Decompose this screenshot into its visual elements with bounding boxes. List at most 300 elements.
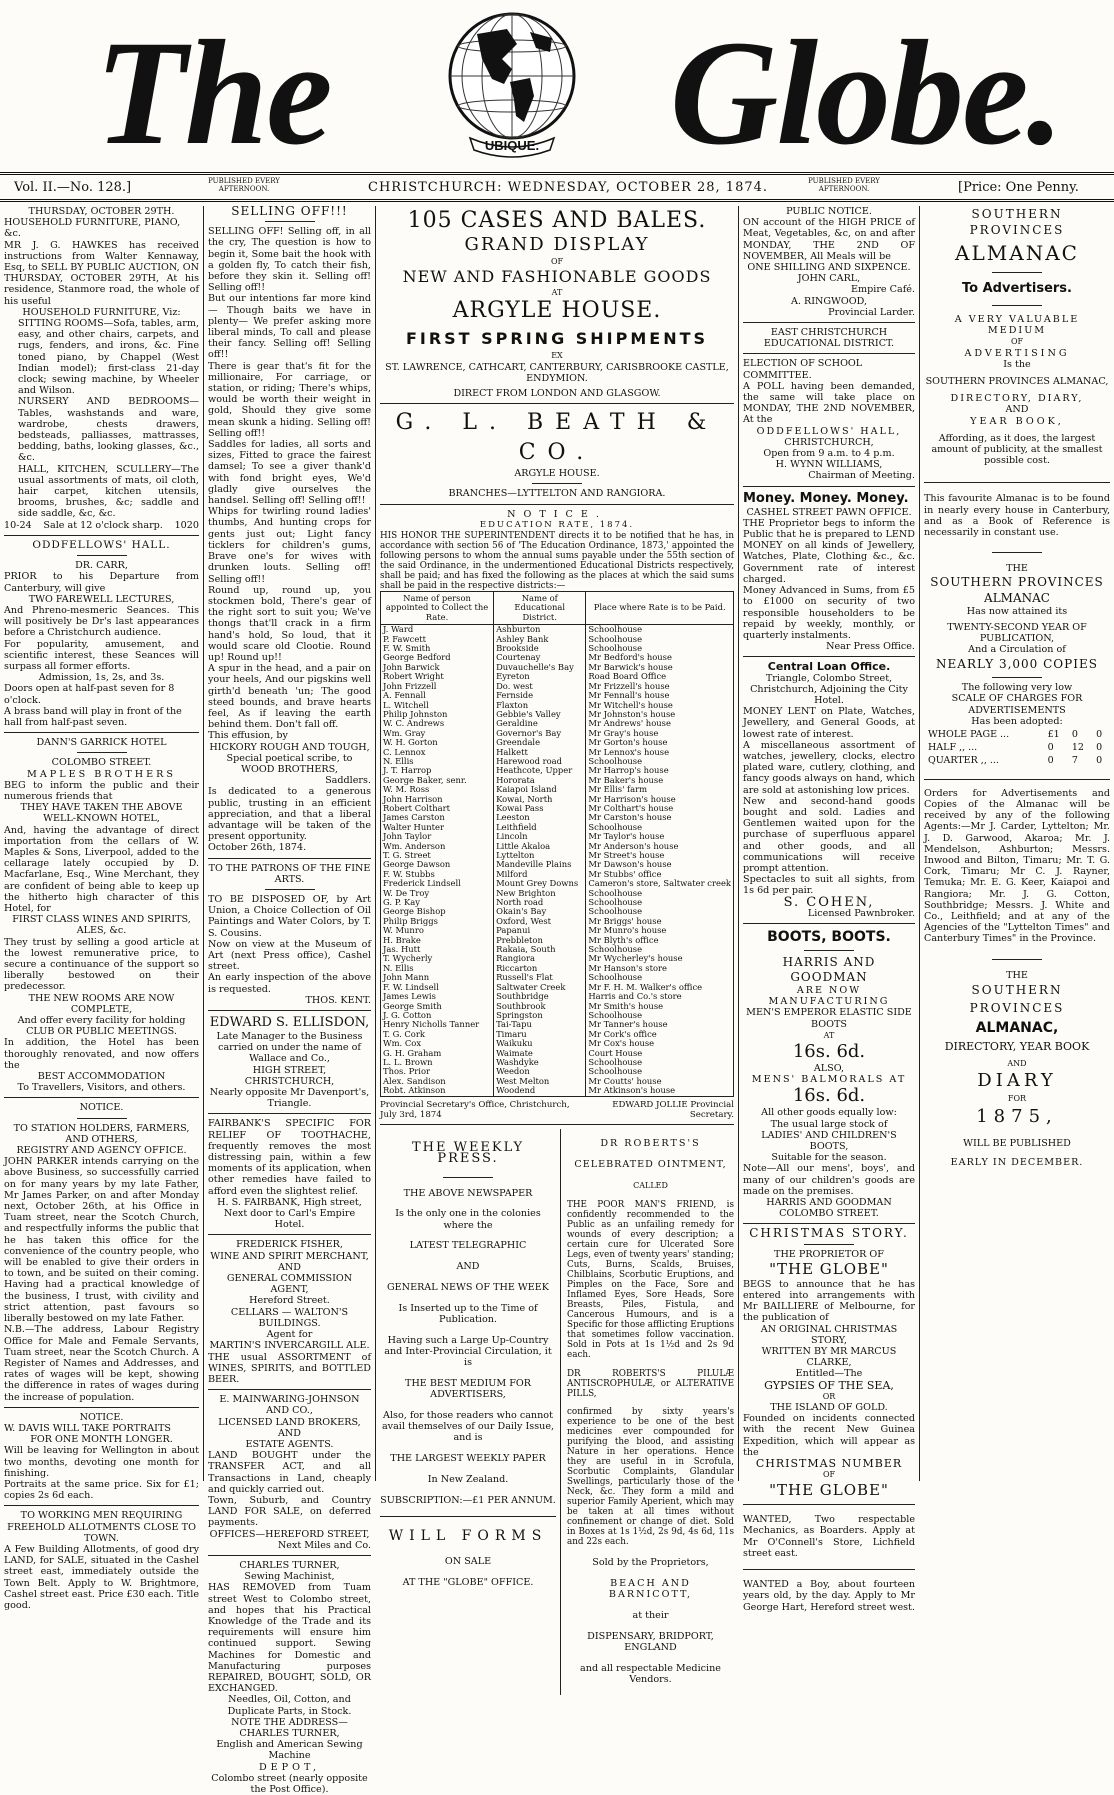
christmas-of: OF [822, 1470, 836, 1480]
table-cell: Mount Grey Downs [494, 879, 586, 888]
table-cell: Mr Witchell's house [586, 701, 734, 710]
table-cell: Mr Cox's house [586, 1039, 734, 1048]
almanac-early: EARLY IN DECEMBER. [950, 1157, 1084, 1169]
turner-depot2: DEPOT, [258, 1761, 321, 1773]
loan-body: MONEY LENT on Plate, Watches, Jewellery, and General Goods, at lowest rate of interest. [743, 706, 915, 740]
table-cell: Mr Fennall's house [586, 691, 734, 700]
beath-addr: ARGYLE HOUSE. [514, 468, 600, 480]
globe-emblem [432, 4, 592, 164]
table-cell: Harris and Co.'s store [586, 992, 734, 1001]
roberts-sold: Sold by the Proprietors, [592, 1556, 709, 1568]
mainwaring-addr: Next Miles and Co. [277, 1539, 371, 1551]
mainwaring-body2: Town, Suburb, and Country LAND FOR SALE, on deferred payments. [208, 1494, 371, 1529]
argyle-house-ad [380, 208, 734, 500]
selling-heading: SELLING OFF!!! [231, 204, 348, 218]
almanac-sp2: SOUTHERN PROVINCES [969, 982, 1065, 1015]
christmas-number: CHRISTMAS NUMBER [755, 1457, 903, 1471]
garrick-body5: In addition, the Hotel has been thoroughly renovated, and now offers the [4, 1037, 199, 1071]
east-chair: Chairman of Meeting. [808, 470, 915, 482]
table-cell: Southbridge [494, 992, 586, 1001]
column-4 [739, 206, 919, 1613]
fairbank-heading: FAIRBANK'S SPECIFIC FOR RELIEF OF TOOTHACHE, frequently removes the most distressing pain, within a few moments of its application, when other remedies have failed to afford even the slightest relief. [208, 1118, 371, 1197]
fisher-cellars: CELLARS — WALTON'S BUILDINGS. [230, 1306, 349, 1329]
almanac-is-the: Is the [1003, 358, 1031, 370]
fisher-agent2: Agent for [266, 1329, 313, 1341]
table-cell: John Taylor [381, 832, 494, 841]
garrick-hotel: WELL-KNOWN HOTEL, [43, 813, 160, 825]
selling-verse: Saddles for ladies, all sorts and sizes, Fitted to grace the fairest damsel; To see a giver thank'd with fond bright eyes, We'd gladly give ourselves the handsel. Selling off! Selling off!! [208, 439, 371, 507]
oddfellows-admission: Admission, 1s, 2s, and 3s. [38, 672, 165, 684]
table-row [381, 635, 734, 644]
garrick-travellers: To Travellers, Visitors, and others. [17, 1082, 186, 1094]
almanac-ads: ADVERTISEMENTS [968, 704, 1066, 716]
table-row [381, 691, 734, 700]
table-header: Place where Rate is to be Paid. [586, 592, 734, 625]
table-cell: John Harrison [381, 795, 494, 804]
east-time: Open from 9 a.m. to 4 p.m. [763, 448, 895, 460]
money-body: THE Proprietor begs to inform the Public that he is prepared to LEND MONEY on all kinds of Jewellery, Watches, Plate, Clothing &c., &c. Government rate of interest charged. [743, 517, 915, 585]
notice-nb: N.B.—The address, Labour Registry Office for Male and Female Servants, Tuam street, near the Scotch Church. A Register of Names and Addresses, and rates of wages will be kept, showing the difference in rates of wages during the increase of population. [4, 1324, 199, 1403]
almanac-and2: AND [1007, 1058, 1027, 1068]
garrick-rooms: THE NEW ROOMS ARE NOW [28, 992, 175, 1004]
notice2-month: FOR ONE MONTH LONGER. [30, 1434, 173, 1446]
table-cell: Washdyke [494, 1058, 586, 1067]
table-cell: Flaxton [494, 701, 586, 710]
table-cell: Waikuku [494, 1039, 586, 1048]
east-heading: EAST CHRISTCHURCH EDUCATIONAL DISTRICT. [763, 327, 895, 350]
selling-dedicated: Is dedicated to a generous public, trusting in an efficient appreciation, and that a liberal advantage will be taken of the present opportunity. [208, 786, 371, 843]
table-cell: Mr Munro's house [586, 926, 734, 935]
notice2-body2: Will be leaving for Wellington in about two months, devoting one month for finishing. [4, 1445, 199, 1479]
garrick-complete: COMPLETE, [70, 1003, 133, 1015]
table-cell: Rangiora [494, 954, 586, 963]
roberts-title: DR ROBERTS'S [600, 1138, 701, 1150]
table-cell: Jas. Hutt [381, 945, 494, 954]
notice-office: REGISTRY AND AGENCY OFFICE. [16, 1145, 187, 1157]
table-cell: Wm. Gray [381, 729, 494, 738]
almanac-the2: THE [1006, 969, 1028, 981]
wanted-mechanics-ad: WANTED, Two respectable Mechanics, as Boarders. Apply at Mr O'Connell's Store, Lichfield street east. [743, 1514, 915, 1559]
table-cell: Mr Stubbs' office [586, 870, 734, 879]
table-cell: Mr Anderson's house [586, 842, 734, 851]
table-cell: G. P. Kay [381, 898, 494, 907]
table-cell: Mr Gray's house [586, 729, 734, 738]
east-sign: H. WYNN WILLIAMS, [775, 459, 883, 471]
table-cell: Mr Lennox's house [586, 748, 734, 757]
rate-value: 0 [1096, 729, 1103, 741]
almanac-a-very: A VERY VALUABLE MEDIUM [954, 314, 1080, 337]
dateline-bar [0, 172, 1114, 202]
table-cell: Lyttelton [494, 851, 586, 860]
garrick-body4: And offer every facility for holding [17, 1015, 186, 1027]
boots-item2: MENS' BALMORALS AT [751, 1074, 907, 1086]
table-cell: Eyreton [494, 672, 586, 681]
furniture-auction-ad [4, 206, 199, 531]
table-cell: Mr Smith's house [586, 1002, 734, 1011]
table-cell: T. Wycherly [381, 954, 494, 963]
selling-authors: HICKORY ROUGH AND TOUGH, [209, 741, 370, 753]
oddfellows-heading: ODDFELLOWS' HALL. [32, 538, 171, 551]
table-cell: Mr Colthart's house [586, 804, 734, 813]
almanac-affording: Affording, as it does, the largest amount of publicity, at the smallest possible cost. [931, 432, 1103, 467]
table-cell: F. W. Lindsell [381, 983, 494, 992]
first-shipments: FIRST SPRING SHIPMENTS [405, 329, 709, 349]
loan-body2: A miscellaneous assortment of watches, jewellery, clocks, electro plated ware, cutlery, clothing, and fancy goods always on hand, which are sold at astonishing low prices. [743, 739, 915, 796]
table-cell: Mr Briggs' house [586, 917, 734, 926]
almanac-for: FOR [1007, 1093, 1027, 1103]
table-cell: Alex. Sandison [381, 1077, 494, 1086]
almanac-name: SOUTHERN PROVINCES ALMANAC, [925, 376, 1109, 388]
table-cell: Oxford, West [494, 917, 586, 926]
money-body2: Money Advanced in Sums, from £5 to £1000 on security of two responsible householders to be repaid by weekly, monthly, or quarterly instalments. [743, 585, 915, 641]
will-forms-sale: ON SALE [444, 1555, 492, 1567]
table-cell: Schoolhouse [586, 823, 734, 832]
weekly-medium: THE BEST MEDIUM FOR ADVERTISERS, [405, 1377, 531, 1401]
notice-others: AND OTHERS, [65, 1133, 138, 1145]
table-cell: Harewood road [494, 757, 586, 766]
notice-heading: NOTICE. [79, 1102, 124, 1114]
selling-date: October 26th, 1874. [208, 842, 307, 854]
money-near: Near Press Office. [826, 641, 915, 653]
table-cell: George Bishop [381, 907, 494, 916]
table-row [926, 755, 1108, 766]
christmas-story-ad [743, 1228, 915, 1499]
boots-at: AT [823, 1030, 835, 1040]
public-sign2b: Provincial Larder. [828, 306, 915, 318]
masthead-title-right: Globe. [670, 10, 1063, 176]
almanac-attained: Has now attained its [966, 606, 1068, 618]
table-cell: Ashley Bank [494, 635, 586, 644]
table-cell: Milford [494, 870, 586, 879]
roberts-firm: BEACH AND BARNICOTT, [608, 1577, 693, 1600]
public-heading: PUBLIC NOTICE. [786, 206, 872, 217]
table-row [381, 1020, 734, 1029]
table-cell: A. Fennall [381, 691, 494, 700]
auction-ref: 10-24 [4, 519, 32, 531]
table-header: Name of person appointed to Collect the Rate. [381, 592, 494, 625]
table-row [381, 926, 734, 935]
cases-heading: 105 CASES AND BALES. [407, 208, 707, 233]
garrick-accom: BEST ACCOMMODATION [37, 1071, 166, 1083]
column-1 [0, 206, 203, 1611]
table-cell: Brookside [494, 644, 586, 653]
loan-addr: Triangle, Colombo Street, Christchurch, Adjoining the City Hotel. [750, 672, 908, 706]
selling-verse: There is gear that's fit for the millionaire, For carriage, or station, or riding; There's whips, would be worth their weight in gold, Should they give some mean skunk a hiding. Selling off! Selling off!! [208, 360, 371, 439]
turner-ad [208, 1560, 371, 1795]
roberts-ointment-ad [567, 1129, 734, 1695]
rate-value: 0 [1096, 742, 1103, 754]
table-cell: Schoolhouse [586, 1058, 734, 1067]
table-cell: Waimate [494, 1049, 586, 1058]
table-cell: L. Witchell [381, 701, 494, 710]
table-row [381, 1086, 734, 1096]
beath-firm: G. L. BEATH & CO. [395, 410, 719, 466]
roberts-vendors: and all respectable Medicine Vendors. [580, 1662, 721, 1685]
table-cell: Wm. Anderson [381, 842, 494, 851]
table-cell: Heathcote, Upper [494, 766, 586, 775]
loan-body4: Spectacles to suit all sights, from 1s 6d per pair. [743, 874, 915, 897]
table-cell: John Frizzell [381, 682, 494, 691]
ellisdon-name: EDWARD S. ELLISDON, [209, 1015, 370, 1031]
christmas-heading: CHRISTMAS STORY. [749, 1226, 909, 1241]
table-row [381, 625, 734, 635]
patrons-heading: TO THE PATRONS OF THE FINE ARTS. [208, 862, 371, 885]
selling-scribe: Special poetical scribe, to [226, 752, 353, 764]
oddfellows-lectures: TWO FAREWELL LECTURES, [28, 593, 175, 605]
table-cell: Mr Blyth's office [586, 936, 734, 945]
selling-saddlers: Saddlers. [325, 775, 371, 787]
rate-value: 0 [1096, 755, 1103, 767]
ellisdon-ad [208, 1015, 371, 1109]
table-cell: Mr Andrews' house [586, 719, 734, 728]
mainwaring-body: LAND BOUGHT under the TRANSFER ACT, and all Transactions in Land, cheaply and quickly carried out. [208, 1450, 371, 1495]
weekly-body: Is the only one in the colonies where the [395, 1208, 541, 1231]
almanac-dir: DIRECTORY, DIARY, [950, 393, 1084, 405]
table-cell: Robert Wright [381, 672, 494, 681]
rate-value: 0 [1071, 729, 1078, 741]
table-cell: Mr Harrop's house [586, 766, 734, 775]
patrons-body2: Now on view at the Museum of Art (next Press office), Cashel street. [208, 938, 371, 973]
christmas-by: WRITTEN BY MR MARCUS CLARKE, [761, 1346, 897, 1369]
weekly-body3: Having such a Large Up-Country and Inter-Provincial Circulation, it is [384, 1334, 552, 1369]
table-cell: H. Brake [381, 936, 494, 945]
table-cell: Ashburton [494, 625, 586, 635]
almanac-the: THE [1006, 563, 1028, 575]
christmas-body: BEGS to announce that he has entered into arrangements with Mr BAILLIERE of Melbourne, for the publication of [743, 1278, 915, 1324]
price-label: [Price: One Penny. [958, 180, 1079, 195]
boots-stock: The usual large stock of [770, 1118, 888, 1130]
notice2-body: W. DAVIS WILL TAKE PORTRAITS [4, 1422, 171, 1434]
wanted-boy-ad: WANTED a Boy, about fourteen years old, by the day. Apply to Mr George Hart, Hereford street west. [743, 1579, 915, 1613]
direct-from: DIRECT FROM LONDON AND GLASGOW. [453, 388, 661, 400]
table-cell: Duvauchelle's Bay [494, 663, 586, 672]
auction-body: MR J. G. HAWKES has received instructions from Walter Kennaway, Esq, to SELL BY PUBLIC AUCTION, ON THURSDAY, OCTOBER 29TH, At his residence, Stanmore road, the whole of his useful [4, 239, 199, 307]
garrick-club: CLUB OR PUBLIC MEETINGS. [26, 1026, 177, 1038]
table-row [381, 964, 734, 973]
education-rate-title: EDUCATION RATE, 1874. [479, 519, 635, 530]
turner-addr: Colombo street (nearly opposite the Post Office). [211, 1772, 368, 1795]
boots-ad [743, 928, 915, 1219]
fisher-trade: WINE AND SPIRIT MERCHANT, [210, 1250, 369, 1262]
table-row [381, 1030, 734, 1039]
table-cell: Riccarton [494, 964, 586, 973]
almanac-favourite: This favourite Almanac is to be found in nearly every house in Canterbury, and as a Book of Reference is necessarily in constant use. [924, 493, 1110, 539]
table-cell: Mr Hanson's store [586, 964, 734, 973]
boots-price1: 16s. 6d. [792, 1041, 866, 1062]
mainwaring-ad [208, 1394, 371, 1551]
rate-label: WHOLE PAGE ... [928, 729, 1010, 741]
selling-verse: Round up, round up, you stockmen bold, There's gear of the right sort to suit you; We've thongs that'll crack in a firm hand's hold, So loud, that it would scare old Clootie. Round up! Round up!! [208, 584, 371, 663]
volume-number: Vol. II.—No. 128.] [14, 180, 132, 195]
rate-value: 0 [1047, 742, 1054, 754]
table-cell: Henry Nicholls Tanner [381, 1020, 494, 1029]
turner-trade: Sewing Machinist, [244, 1571, 335, 1583]
secretary-sign: EDWARD JOLLIE Provincial Secretary. [612, 1099, 734, 1120]
mainwaring-name: E. MAINWARING-JOHNSON AND CO., [219, 1394, 360, 1417]
of-label: OF [550, 257, 564, 266]
almanac-nearly: NEARLY 3,000 COPIES [936, 657, 1098, 672]
money-heading: Money. Money. Money. [743, 490, 909, 506]
table-cell: Robt. Atkinson [381, 1086, 494, 1096]
turner-name2: CHARLES TURNER, [239, 1728, 340, 1739]
almanac-alm2: ALMANAC, [975, 1019, 1059, 1036]
table-row [926, 729, 1108, 740]
column-5 [920, 206, 1114, 1481]
fairbank-ad [208, 1118, 371, 1230]
fisher-body: THE usual ASSORTMENT of WINES, SPIRITS, and BOTTLED BEER. [208, 1351, 371, 1385]
table-cell: Mr Carston's house [586, 813, 734, 822]
garrick-wines: FIRST CLASS WINES AND SPIRITS, [12, 914, 191, 926]
table-cell: Springston [494, 1011, 586, 1020]
table-cell: Papanui [494, 926, 586, 935]
ex-label: EX [551, 351, 563, 361]
boots-cheap: All other goods equally low: [761, 1107, 897, 1119]
almanac-will: WILL BE PUBLISHED [963, 1138, 1071, 1150]
allotments-ad [4, 1510, 199, 1611]
almanac-title1: SOUTHERN PROVINCES [969, 207, 1065, 237]
table-cell: George Baker, senr. [381, 776, 494, 785]
table-cell: N. Ellis [381, 964, 494, 973]
almanac-alm: ALMANAC [984, 591, 1050, 606]
table-cell: Greendale [494, 738, 586, 747]
public-price: ONE SHILLING AND SIXPENCE. [747, 262, 911, 274]
table-cell: Robert Colthart [381, 804, 494, 813]
notice-heading: NOTICE. [507, 508, 607, 520]
christmas-globe: "THE GLOBE" [769, 1259, 889, 1278]
table-cell: F. W. Smith [381, 644, 494, 653]
table-row [381, 889, 734, 898]
table-cell: Do. west [494, 682, 586, 691]
fisher-street: Hereford Street. [249, 1295, 330, 1307]
published-every-right: PUBLISHED EVERY AFTERNOON. [808, 177, 880, 193]
almanac-title2: ALMANAC [955, 241, 1079, 265]
table-cell: Walter Hunter [381, 823, 494, 832]
weekly-body2: Is Inserted up to the Time of Publication. [398, 1302, 538, 1325]
oddfellows-doors: Doors open at half-past seven for 8 o'clock. [4, 683, 175, 706]
table-cell: Woodend [494, 1086, 586, 1096]
loan-heading: Central Loan Office. [767, 660, 891, 674]
table-cell: Mr Cork's office [586, 1030, 734, 1039]
almanac-of: OF [1010, 337, 1024, 347]
selling-verse: A spur in the head, and a pair on your heels, And our pigskins well girth'd beneath 'un; The good steed bounds, and brave hearts feel, As if leaving the earth behind them. Don't fall off. [208, 663, 371, 731]
table-cell: T. G. Street [381, 851, 494, 860]
table-cell: Southbrook [494, 1002, 586, 1011]
selling-effusion: This effusion, by [208, 730, 288, 742]
table-cell: J. T. Harrop [381, 766, 494, 775]
weekly-body4: Also, for those readers who cannot avail themselves of our Daily Issue, and is [381, 1409, 555, 1444]
fairbank-sign: H. S. FAIRBANK, High street, [217, 1196, 362, 1208]
turner-depot: English and American Sewing Machine [216, 1739, 363, 1762]
table-cell: Russell's Flat [494, 973, 586, 982]
table-cell: John Mann [381, 973, 494, 982]
turner-name: CHARLES TURNER, [239, 1559, 340, 1571]
boots-body: ARE NOW MANUFACTURING [768, 984, 890, 1008]
registry-notice-ad [4, 1102, 199, 1402]
christmas-an: AN ORIGINAL CHRISTMAS [760, 1323, 898, 1335]
mainwaring-offices: OFFICES—HEREFORD STREET, [209, 1528, 370, 1540]
boots-heading: BOOTS, BOOTS. [767, 928, 891, 945]
table-cell: Wm. Cox [381, 1039, 494, 1048]
turner-needles: Needles, Oil, Cotton, and Duplicate Parts, in Stock. [227, 1694, 352, 1717]
weekly-general: GENERAL NEWS OF THE WEEK [387, 1281, 549, 1293]
patrons-body3: An early inspection of the above is requested. [208, 972, 371, 995]
christmas-entitled: Entitled—The [795, 1368, 863, 1380]
money-sub: CASHEL STREET PAWN OFFICE. [746, 506, 912, 518]
ellisdon-body2: Nearly opposite Mr Davenport's, Triangle. [209, 1087, 370, 1110]
table-cell: George Dawson [381, 860, 494, 869]
table-cell: Kowai, North [494, 795, 586, 804]
oddfellows-body3: For popularity, amusement, and scientific interest, these Seances will surpass all former efforts. [4, 638, 199, 672]
table-cell: Prebbleton [494, 936, 586, 945]
garrick-body: BEG to inform the public and their numerous friends that [4, 779, 199, 802]
boots-item: MEN'S EMPEROR ELASTIC SIDE BOOTS [746, 1007, 912, 1030]
weekly-above: THE ABOVE NEWSPAPER [403, 1187, 533, 1199]
fisher-name: FREDERICK FISHER, [236, 1239, 343, 1251]
table-cell: Schoolhouse [586, 889, 734, 898]
table-cell: Mr Street's house [586, 851, 734, 860]
table-cell: Mr Baker's house [586, 776, 734, 785]
fisher-and: AND [277, 1261, 301, 1273]
table-cell: Okain's Bay [494, 907, 586, 916]
table-cell: Mr Johnston's house [586, 710, 734, 719]
auction-time: Sale at 12 o'clock sharp. [43, 519, 163, 531]
roberts-disp: DISPENSARY, BRIDPORT, ENGLAND [587, 1630, 714, 1653]
table-row [381, 823, 734, 832]
table-cell: James Carston [381, 813, 494, 822]
table-cell: Cameron's store, Saltwater creek [586, 879, 734, 888]
public-notice-ad [743, 206, 915, 318]
table-header: Name of Educational District. [494, 592, 586, 625]
garrick-street: COLOMBO STREET. [51, 757, 152, 769]
table-cell: Mr Harrison's house [586, 795, 734, 804]
to-advertisers: To Advertisers. [962, 281, 1072, 296]
education-rate-notice [380, 509, 734, 1120]
table-cell: Kowai Pass [494, 804, 586, 813]
table-row [381, 738, 734, 747]
fisher-ad [208, 1239, 371, 1385]
fisher-agent: GENERAL COMMISSION AGENT, [226, 1273, 353, 1296]
table-row [381, 842, 734, 851]
almanac-sp: SOUTHERN PROVINCES [930, 575, 1104, 590]
almanac-adopted: Has been adopted: [971, 715, 1063, 727]
garrick-body3: They trust by selling a good article at the lowest remunerative price, to secure a continuance of the support so liberally bestowed on their predecessor. [4, 936, 199, 993]
almanac-and: AND [1005, 404, 1029, 416]
christmas-gypsies: GYPSIES OF THE SEA, [764, 1378, 894, 1392]
table-cell: Mr Wycherley's house [586, 954, 734, 963]
ellisdon-street: HIGH STREET, CHRISTCHURCH, [244, 1064, 335, 1087]
selling-verse: SELLING OFF! Selling off, in all the cry, The question is how to begin it, Some bait the hook with a golden fly, To catch their fish, before they skin it. Selling off! Selling off!! [208, 226, 371, 294]
public-sign1: JOHN CARL, [797, 273, 861, 285]
public-sign1b: Empire Café. [851, 284, 915, 296]
selling-verse: Whips for twirling round ladies' thumbs, And hunting crops for gents just out; Light fancy ticklers for children's gums, Brave one's for wives with drunken louts. Selling off! Selling off!! [208, 506, 371, 585]
garrick-firm: MAPLES BROTHERS [27, 768, 176, 780]
fine-arts-ad [208, 863, 371, 1006]
weekly-press-ad [380, 1129, 561, 1695]
dateline-place-date: CHRISTCHURCH: WEDNESDAY, OCTOBER 28, 1874. [368, 180, 769, 195]
table-cell: Thos. Prior [381, 1067, 494, 1076]
table-cell: Mr Bedford's house [586, 653, 734, 662]
pawn-office-ad [743, 491, 915, 653]
education-rate-table [380, 591, 734, 1097]
table-cell: Kaiapoi Island [494, 785, 586, 794]
almanac-year: YEAR BOOK, [970, 415, 1064, 427]
column-2 [204, 204, 375, 1795]
rate-value: 7 [1071, 755, 1078, 767]
boots-firm: HARRIS AND GOODMAN [782, 954, 876, 984]
table-cell: Mr Barwick's house [586, 663, 734, 672]
table-cell: Saltwater Creek [494, 983, 586, 992]
boots-sign: HARRIS AND GOODMAN [766, 1197, 892, 1209]
